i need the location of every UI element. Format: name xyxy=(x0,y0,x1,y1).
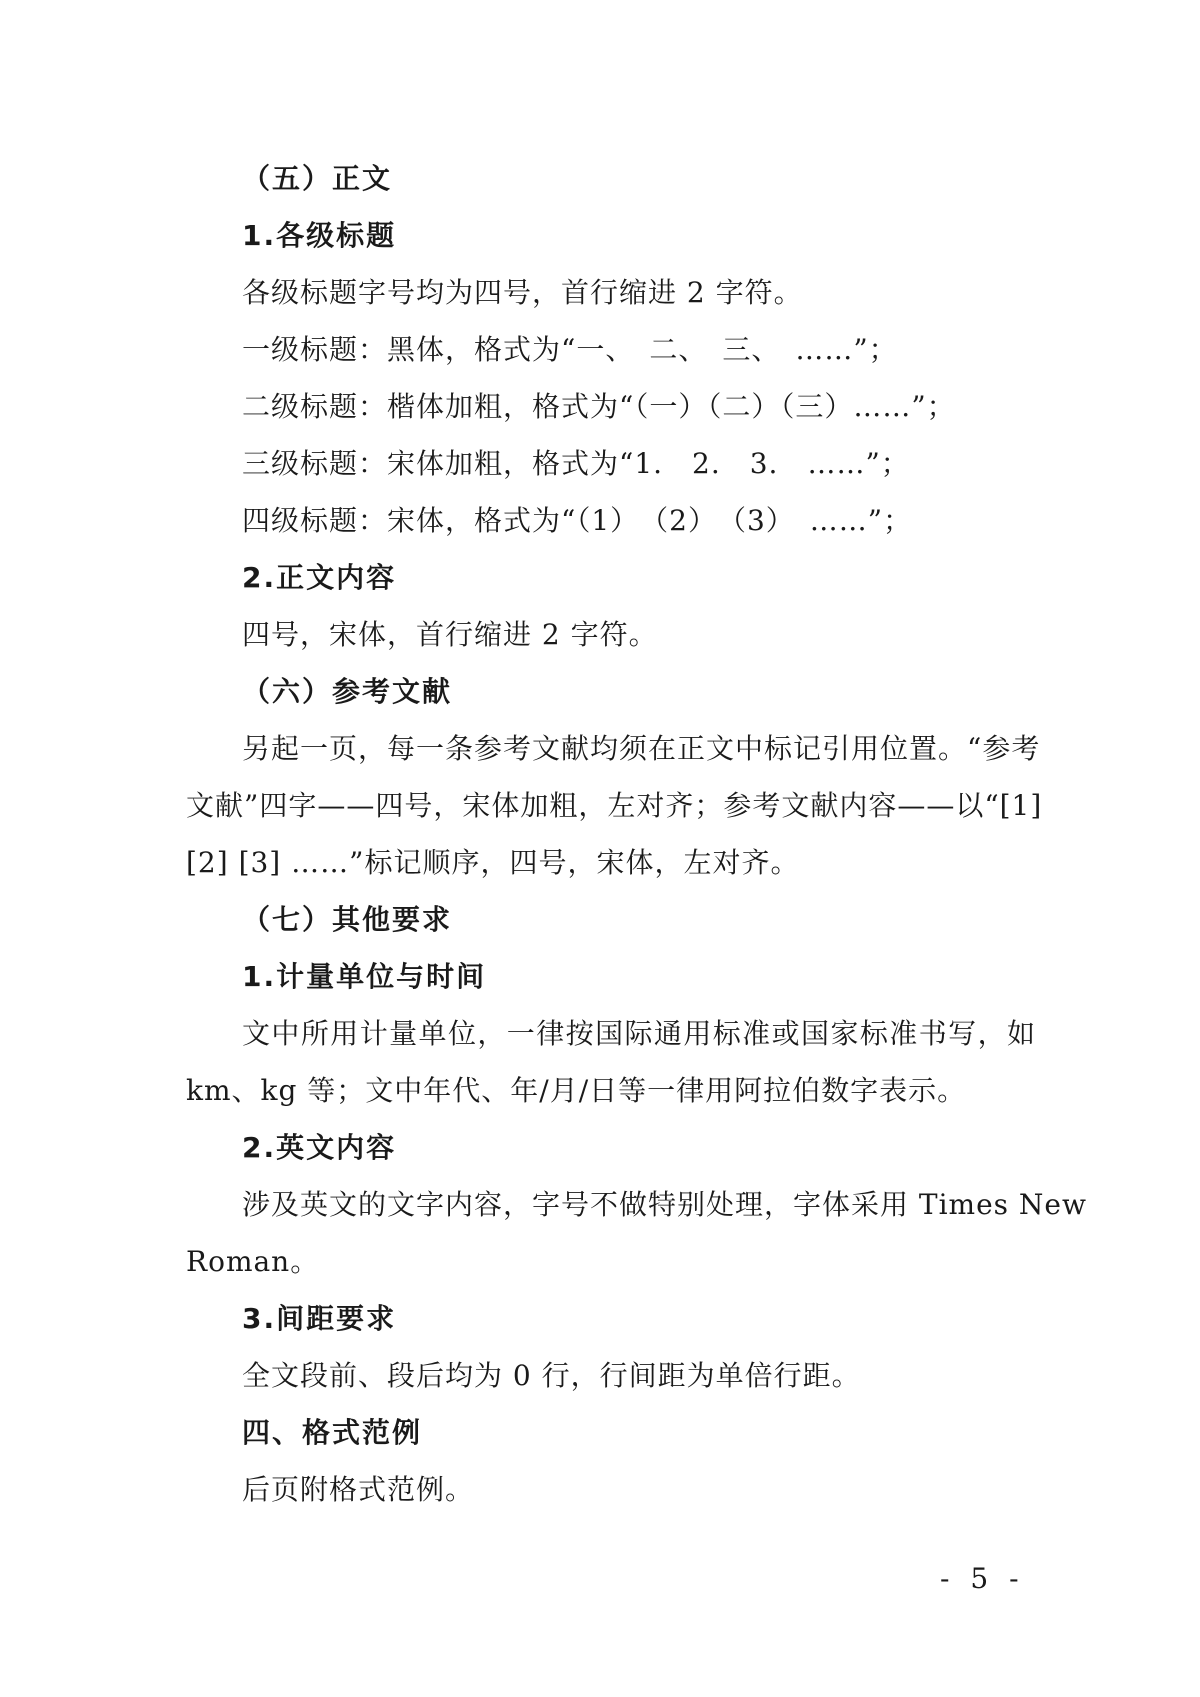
page-number: - 5 - xyxy=(940,1562,1025,1595)
paragraph: 后页附格式范例。 xyxy=(242,1473,475,1506)
section-heading-5: （五）正文 xyxy=(242,162,393,195)
paragraph: 全文段前、段后均为 0 行，行间距为单倍行距。 xyxy=(242,1359,861,1392)
subheading-body: 2.正文内容 xyxy=(242,561,397,594)
subheading-spacing: 3.间距要求 xyxy=(242,1302,397,1335)
paragraph: 各级标题字号均为四号，首行缩进 2 字符。 xyxy=(242,276,803,309)
paragraph-line: 另起一页，每一条参考文献均须在正文中标记引用位置。“参考 xyxy=(242,732,1041,765)
section-heading-iv: 四、格式范例 xyxy=(242,1416,423,1449)
paragraph-line: 文献”四字——四号，宋体加粗，左对齐；参考文献内容——以“[1] xyxy=(186,789,1043,822)
paragraph: 二级标题：楷体加粗，格式为“（一）（二）（三）……”； xyxy=(242,390,956,423)
subheading-english: 2.英文内容 xyxy=(242,1131,397,1164)
section-heading-7: （七）其他要求 xyxy=(242,903,453,936)
paragraph-line: [2] [3] ……”标记顺序，四号，宋体，左对齐。 xyxy=(186,846,800,879)
subheading-levels: 1.各级标题 xyxy=(242,219,397,252)
subheading-units: 1.计量单位与时间 xyxy=(242,960,487,993)
paragraph-line: Roman。 xyxy=(186,1245,320,1278)
document-body xyxy=(186,150,1087,1518)
paragraph: 四号，宋体，首行缩进 2 字符。 xyxy=(242,618,658,651)
paragraph-line: km、kg 等；文中年代、年/月/日等一律用阿拉伯数字表示。 xyxy=(186,1074,967,1107)
section-heading-6: （六）参考文献 xyxy=(242,675,453,708)
paragraph-line: 涉及英文的文字内容，字号不做特别处理，字体采用 Times New xyxy=(242,1188,1087,1221)
paragraph-line: 文中所用计量单位，一律按国际通用标准或国家标准书写，如 xyxy=(242,1017,1036,1050)
paragraph: 四级标题：宋体，格式为“（1） （2） （3） ……”； xyxy=(242,504,913,537)
paragraph: 一级标题：黑体，格式为“一、 二、 三、 ……”； xyxy=(242,333,898,366)
paragraph: 三级标题：宋体加粗，格式为“1. 2. 3. ……”； xyxy=(242,447,910,480)
